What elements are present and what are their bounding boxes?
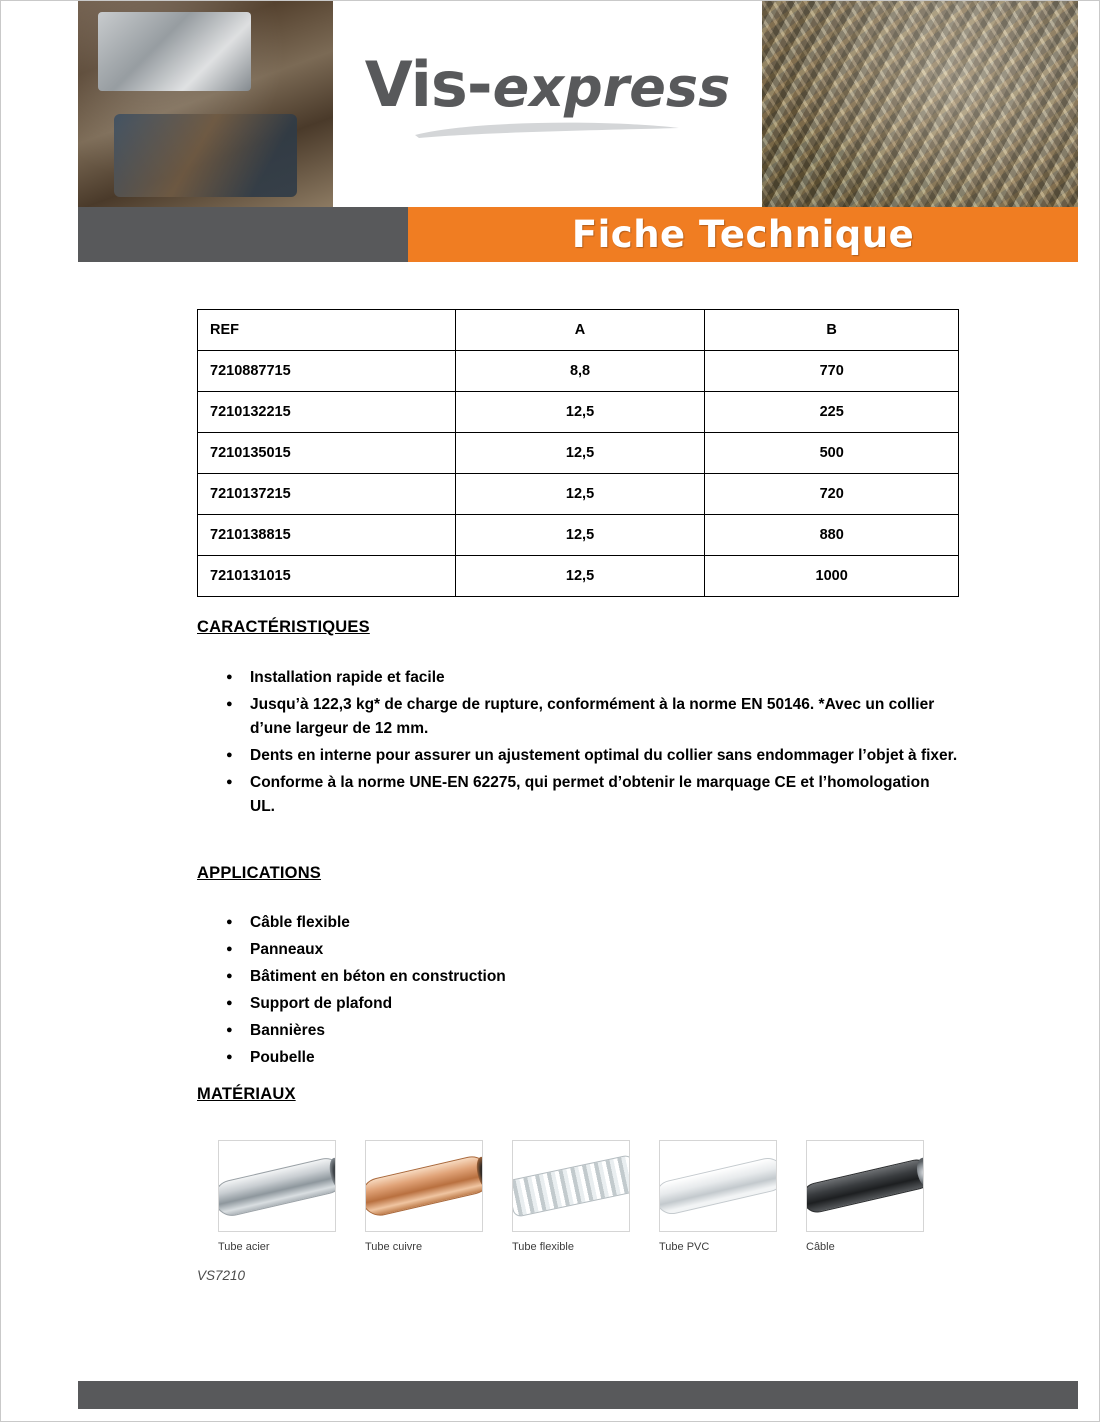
cell-a: 12,5 xyxy=(455,392,705,433)
list-item: ● Bannières xyxy=(218,1019,818,1043)
steel-tube-thumb xyxy=(218,1140,336,1232)
material-label: Tube acier xyxy=(218,1241,270,1253)
caracteristiques-list xyxy=(218,666,958,822)
section-title-applications: APPLICATIONS xyxy=(197,864,322,882)
list-item: ● Poubelle xyxy=(218,1046,818,1070)
pvc-tube-thumb xyxy=(659,1140,777,1232)
title-bar xyxy=(78,207,1078,262)
cell-a: 12,5 xyxy=(455,515,705,556)
list-item: ● Dents en interne pour assurer un ajustement optimal du collier sans endommager l’objet à fixer. xyxy=(218,744,958,768)
logo-area xyxy=(333,0,762,207)
table-row xyxy=(198,474,959,515)
table-row xyxy=(198,556,959,597)
logo-swoosh-icon xyxy=(413,118,683,140)
cable-thumb xyxy=(806,1140,924,1232)
material-item xyxy=(512,1140,630,1253)
list-item: ● Jusqu’à 122,3 kg* de charge de rupture, conformément à la norme EN 50146. *Avec un collier d’une largeur de 12 mm. xyxy=(218,693,958,741)
cell-b: 720 xyxy=(705,474,959,515)
table-header-b: B xyxy=(705,310,959,351)
page-title: Fiche Technique xyxy=(571,213,915,256)
table-row xyxy=(198,433,959,474)
list-item: ● Conforme à la norme UNE-EN 62275, qui permet d’obtenir le marquage CE et l’homologation UL. xyxy=(218,771,958,819)
material-label: Câble xyxy=(806,1241,835,1253)
cell-b: 225 xyxy=(705,392,959,433)
material-item xyxy=(365,1140,483,1253)
cell-b: 500 xyxy=(705,433,959,474)
cell-ref: 7210138815 xyxy=(198,515,456,556)
cell-ref: 7210135015 xyxy=(198,433,456,474)
material-item xyxy=(806,1140,924,1253)
cell-ref: 7210132215 xyxy=(198,392,456,433)
table-row xyxy=(198,515,959,556)
list-item: ● Panneaux xyxy=(218,938,818,962)
section-title-materiaux: MATÉRIAUX xyxy=(197,1085,296,1103)
section-title-caracteristiques: CARACTÉRISTIQUES xyxy=(197,618,370,636)
material-item xyxy=(659,1140,777,1253)
material-label: Tube cuivre xyxy=(365,1241,423,1253)
cell-b: 1000 xyxy=(705,556,959,597)
table-header-a: A xyxy=(455,310,705,351)
table-row xyxy=(198,392,959,433)
document-header xyxy=(78,0,1078,207)
cell-b: 770 xyxy=(705,351,959,392)
material-label: Tube PVC xyxy=(659,1241,710,1253)
cell-ref: 7210887715 xyxy=(198,351,456,392)
logo-text-express: express xyxy=(492,56,731,119)
list-item: ● Installation rapide et facile xyxy=(218,666,958,690)
screws-photo xyxy=(762,0,1078,207)
cell-a: 12,5 xyxy=(455,433,705,474)
logo-text-vis: Vis xyxy=(364,48,467,121)
document-code: VS7210 xyxy=(197,1268,246,1283)
applications-list xyxy=(218,911,818,1073)
list-item: ● Support de plafond xyxy=(218,992,818,1016)
logo-text-dash: - xyxy=(466,48,493,121)
table-header-row xyxy=(198,310,959,351)
cell-a: 12,5 xyxy=(455,556,705,597)
cell-b: 880 xyxy=(705,515,959,556)
cell-ref: 7210137215 xyxy=(198,474,456,515)
list-item: ● Câble flexible xyxy=(218,911,818,935)
material-item xyxy=(218,1140,336,1253)
flexible-tube-thumb xyxy=(512,1140,630,1232)
brand-logo xyxy=(365,48,730,121)
list-item: ● Bâtiment en béton en construction xyxy=(218,965,818,989)
cell-ref: 7210131015 xyxy=(198,556,456,597)
cell-a: 12,5 xyxy=(455,474,705,515)
footer-bar xyxy=(78,1381,1078,1409)
cell-a: 8,8 xyxy=(455,351,705,392)
materials-gallery xyxy=(218,1140,938,1253)
table-header-ref: REF xyxy=(198,310,456,351)
workshop-photo xyxy=(78,0,333,207)
material-label: Tube flexible xyxy=(512,1241,574,1253)
table-row xyxy=(198,351,959,392)
specification-table xyxy=(197,309,959,597)
copper-tube-thumb xyxy=(365,1140,483,1232)
